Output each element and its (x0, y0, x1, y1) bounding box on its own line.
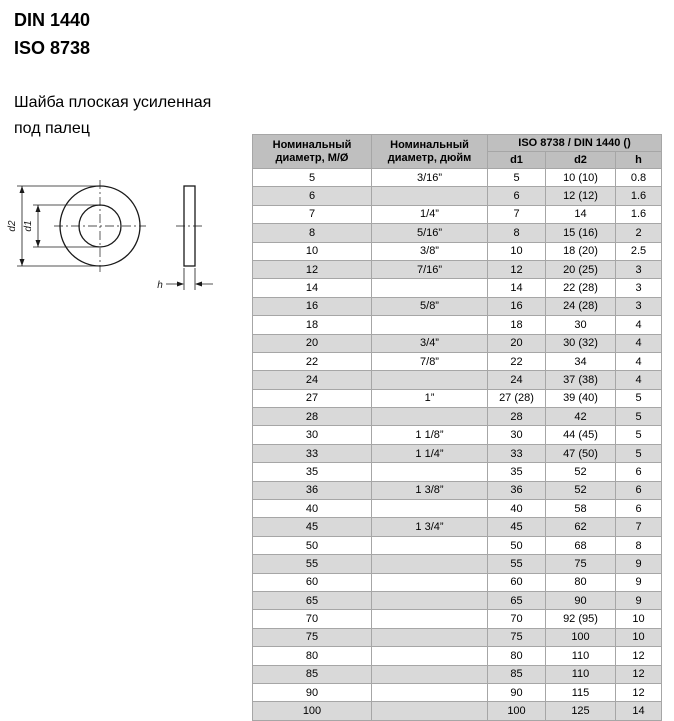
table-cell: 36 (253, 481, 372, 499)
table-cell: 37 (38) (546, 371, 616, 389)
table-cell: 5 (616, 389, 662, 407)
table-cell: 20 (488, 334, 546, 352)
table-cell: 9 (616, 555, 662, 573)
table-row (253, 316, 662, 334)
d2-arrow-up (20, 186, 25, 193)
table-cell: 90 (488, 683, 546, 701)
table-cell: 100 (253, 702, 372, 720)
table-cell: 85 (488, 665, 546, 683)
table-cell: 2.5 (616, 242, 662, 260)
table-row (253, 647, 662, 665)
table-cell: 18 (253, 316, 372, 334)
table-cell: 9 (616, 573, 662, 591)
table-row (253, 426, 662, 444)
table-cell (372, 316, 488, 334)
part-description-block (14, 90, 211, 142)
table-row (253, 408, 662, 426)
column-header-line: диаметр, дюйм (387, 151, 472, 164)
table-cell: 28 (488, 408, 546, 426)
table-cell: 4 (616, 316, 662, 334)
table-cell: 1” (372, 389, 488, 407)
table-cell: 7/8” (372, 352, 488, 370)
table-cell: 3 (616, 260, 662, 278)
table-cell (372, 702, 488, 720)
table-row (253, 481, 662, 499)
column-header-h: h (616, 152, 662, 169)
table-cell: 10 (488, 242, 546, 260)
table-row (253, 610, 662, 628)
dimensions-table-container (252, 134, 662, 721)
table-cell: 85 (253, 665, 372, 683)
table-cell (372, 463, 488, 481)
table-cell: 7 (488, 205, 546, 223)
table-row (253, 536, 662, 554)
table-row (253, 628, 662, 646)
table-row (253, 187, 662, 205)
table-cell: 14 (616, 702, 662, 720)
column-header-line: Номинальный (390, 138, 469, 151)
table-cell: 10 (253, 242, 372, 260)
table-cell: 68 (546, 536, 616, 554)
table-cell: 20 (253, 334, 372, 352)
table-cell: 1 1/4” (372, 444, 488, 462)
table-cell: 6 (488, 187, 546, 205)
column-header-line: диаметр, М/Ø (275, 151, 349, 164)
table-cell: 55 (253, 555, 372, 573)
table-cell: 44 (45) (546, 426, 616, 444)
table-cell: 4 (616, 371, 662, 389)
table-cell: 3/4” (372, 334, 488, 352)
table-cell: 14 (253, 279, 372, 297)
table-cell: 10 (616, 610, 662, 628)
column-header-nominal-inch (372, 135, 488, 169)
table-cell: 35 (488, 463, 546, 481)
table-cell: 12 (616, 683, 662, 701)
table-cell: 16 (488, 297, 546, 315)
table-cell: 22 (28) (546, 279, 616, 297)
table-cell (372, 279, 488, 297)
table-cell: 6 (616, 463, 662, 481)
part-description-line2: под палец (14, 120, 90, 137)
table-cell: 60 (253, 573, 372, 591)
table-cell (372, 500, 488, 518)
d1-arrow-up (36, 205, 41, 212)
table-cell (372, 591, 488, 609)
table-row (253, 371, 662, 389)
h-arrow-left (177, 282, 184, 287)
table-cell: 20 (25) (546, 260, 616, 278)
d1-arrow-down (36, 240, 41, 247)
column-header-d1: d1 (488, 152, 546, 169)
table-cell (372, 536, 488, 554)
table-cell (372, 665, 488, 683)
table-cell: 5 (253, 169, 372, 187)
column-header-d2: d2 (546, 152, 616, 169)
table-cell: 6 (616, 481, 662, 499)
washer-technical-drawing (8, 176, 238, 306)
table-cell: 22 (253, 352, 372, 370)
table-cell: 7/16” (372, 260, 488, 278)
table-header (253, 135, 662, 169)
table-cell: 36 (488, 481, 546, 499)
table-cell (372, 628, 488, 646)
standard-din-title: DIN 1440 (14, 10, 91, 30)
table-cell: 16 (253, 297, 372, 315)
part-description-line1: Шайба плоская усиленная (14, 94, 212, 111)
table-row (253, 260, 662, 278)
table-cell: 80 (253, 647, 372, 665)
h-arrow-right (195, 282, 202, 287)
table-cell: 1/4” (372, 205, 488, 223)
table-cell: 30 (253, 426, 372, 444)
table-cell: 40 (488, 500, 546, 518)
table-cell: 52 (546, 481, 616, 499)
table-cell: 75 (488, 628, 546, 646)
table-cell: 125 (546, 702, 616, 720)
table-row (253, 389, 662, 407)
table-cell: 18 (488, 316, 546, 334)
table-cell: 65 (488, 591, 546, 609)
table-cell: 10 (10) (546, 169, 616, 187)
table-cell: 80 (488, 647, 546, 665)
table-row (253, 702, 662, 720)
table-row (253, 500, 662, 518)
table-row (253, 555, 662, 573)
table-cell: 12 (616, 665, 662, 683)
table-cell: 70 (253, 610, 372, 628)
table-cell: 75 (546, 555, 616, 573)
table-cell (372, 371, 488, 389)
table-cell: 24 (488, 371, 546, 389)
table-cell: 100 (546, 628, 616, 646)
table-cell: 100 (488, 702, 546, 720)
table-cell: 1 3/8” (372, 481, 488, 499)
table-cell: 0.8 (616, 169, 662, 187)
table-row (253, 444, 662, 462)
table-cell: 12 (12) (546, 187, 616, 205)
table-cell (372, 573, 488, 591)
table-row (253, 665, 662, 683)
table-cell: 62 (546, 518, 616, 536)
standard-iso-title: ISO 8738 (14, 38, 91, 58)
table-row (253, 518, 662, 536)
table-cell: 22 (488, 352, 546, 370)
table-cell: 8 (616, 536, 662, 554)
table-cell: 6 (616, 500, 662, 518)
d2-dimension-label: d2 (7, 220, 18, 232)
table-cell: 4 (616, 352, 662, 370)
table-cell: 1 1/8” (372, 426, 488, 444)
table-cell: 2 (616, 224, 662, 242)
table-cell: 14 (488, 279, 546, 297)
table-cell: 1.6 (616, 205, 662, 223)
table-cell: 3 (616, 297, 662, 315)
table-cell: 3/16” (372, 169, 488, 187)
table-cell: 30 (32) (546, 334, 616, 352)
table-cell: 1.6 (616, 187, 662, 205)
table-cell: 34 (546, 352, 616, 370)
table-row (253, 463, 662, 481)
table-cell: 3 (616, 279, 662, 297)
table-cell: 5 (616, 426, 662, 444)
dimensions-table (252, 134, 662, 721)
table-cell: 39 (40) (546, 389, 616, 407)
table-cell: 3/8” (372, 242, 488, 260)
table-cell (372, 610, 488, 628)
table-cell: 1 3/4” (372, 518, 488, 536)
table-cell: 7 (616, 518, 662, 536)
table-cell: 52 (546, 463, 616, 481)
table-row (253, 591, 662, 609)
table-row (253, 224, 662, 242)
table-cell: 9 (616, 591, 662, 609)
table-row (253, 279, 662, 297)
table-cell: 12 (616, 647, 662, 665)
table-cell: 27 (253, 389, 372, 407)
table-cell: 12 (488, 260, 546, 278)
table-cell: 90 (253, 683, 372, 701)
table-cell: 65 (253, 591, 372, 609)
column-header-standard-group: ISO 8738 / DIN 1440 () (488, 135, 662, 152)
washer-drawing-svg (8, 176, 238, 306)
standards-title-block (14, 6, 90, 62)
table-cell: 33 (488, 444, 546, 462)
table-cell: 30 (488, 426, 546, 444)
table-cell: 75 (253, 628, 372, 646)
table-row (253, 205, 662, 223)
table-cell: 115 (546, 683, 616, 701)
table-row (253, 683, 662, 701)
table-cell (372, 647, 488, 665)
table-row (253, 334, 662, 352)
table-cell: 110 (546, 665, 616, 683)
table-cell: 18 (20) (546, 242, 616, 260)
table-cell: 50 (253, 536, 372, 554)
table-cell: 5 (488, 169, 546, 187)
table-cell (372, 683, 488, 701)
table-cell: 30 (546, 316, 616, 334)
table-cell: 60 (488, 573, 546, 591)
table-cell: 24 (28) (546, 297, 616, 315)
table-cell: 5/8” (372, 297, 488, 315)
table-cell: 5 (616, 408, 662, 426)
table-cell: 4 (616, 334, 662, 352)
table-row (253, 242, 662, 260)
column-header-line: Номинальный (272, 138, 352, 151)
table-body (253, 169, 662, 721)
table-row (253, 297, 662, 315)
d1-dimension-label: d1 (23, 220, 34, 232)
table-cell: 35 (253, 463, 372, 481)
table-cell: 45 (253, 518, 372, 536)
table-cell: 27 (28) (488, 389, 546, 407)
table-cell: 58 (546, 500, 616, 518)
table-row (253, 352, 662, 370)
table-cell: 40 (253, 500, 372, 518)
column-header-nominal-metric (253, 135, 372, 169)
table-cell: 8 (488, 224, 546, 242)
table-cell: 92 (95) (546, 610, 616, 628)
table-cell: 47 (50) (546, 444, 616, 462)
table-cell: 10 (616, 628, 662, 646)
table-cell: 90 (546, 591, 616, 609)
table-cell: 70 (488, 610, 546, 628)
table-cell: 55 (488, 555, 546, 573)
table-cell: 15 (16) (546, 224, 616, 242)
table-cell: 33 (253, 444, 372, 462)
h-dimension-label: h (157, 280, 163, 291)
table-cell: 7 (253, 205, 372, 223)
table-cell (372, 555, 488, 573)
table-cell: 5/16” (372, 224, 488, 242)
table-cell (372, 187, 488, 205)
table-cell: 8 (253, 224, 372, 242)
table-cell: 50 (488, 536, 546, 554)
table-cell: 42 (546, 408, 616, 426)
table-cell: 80 (546, 573, 616, 591)
table-cell: 14 (546, 205, 616, 223)
table-row (253, 169, 662, 187)
table-cell: 12 (253, 260, 372, 278)
table-cell: 6 (253, 187, 372, 205)
table-cell: 45 (488, 518, 546, 536)
table-cell: 28 (253, 408, 372, 426)
d2-arrow-down (20, 259, 25, 266)
table-row (253, 573, 662, 591)
table-cell: 5 (616, 444, 662, 462)
table-cell (372, 408, 488, 426)
table-cell: 24 (253, 371, 372, 389)
table-cell: 110 (546, 647, 616, 665)
